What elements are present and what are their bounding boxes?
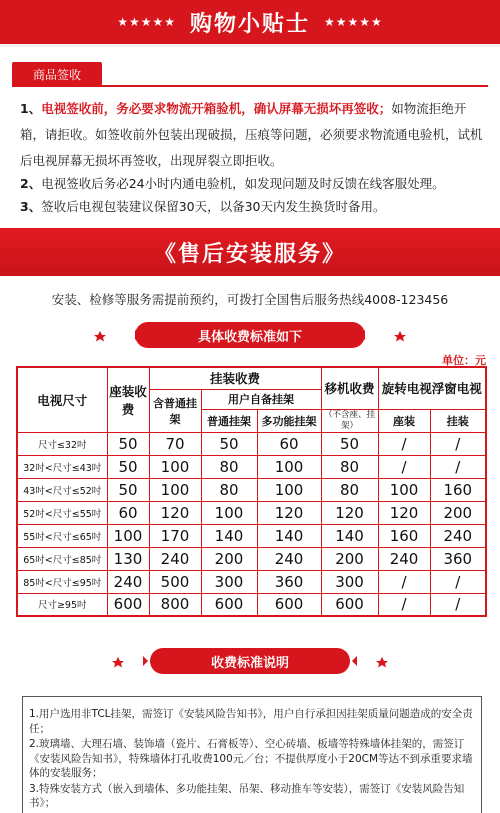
item-number: 2、: [20, 176, 42, 191]
header-wall: 挂装收费: [149, 367, 321, 389]
row-move: 80: [321, 455, 378, 478]
sign-item-3: [20, 194, 485, 220]
note-item-3: 3.特殊安装方式（嵌入到墙体、多功能挂架、吊架、移动推车等安装），需签订《安装风险告知书》；: [29, 782, 465, 809]
row-rotate-seat: 100: [378, 478, 430, 501]
sign-item-1: [20, 96, 485, 174]
row-size: 65吋<尺寸≤85吋: [17, 547, 107, 570]
row-move: 600: [321, 593, 378, 616]
fee-explanation-header: 收费标准说明: [150, 648, 350, 674]
header-rotate-seat: 座装: [378, 409, 430, 432]
row-seat: 50: [107, 478, 149, 501]
table-row: [17, 524, 486, 547]
row-multi: 360: [257, 570, 321, 593]
hotline-text: 安装、检修等服务需提前预约，可拨打全国售后服务热线4008-123456: [51, 292, 449, 307]
row-rotate-seat: 240: [378, 547, 430, 570]
header-self-multi: 多功能挂架: [257, 409, 321, 432]
header-rotate: 旋转电视浮窗电视: [378, 367, 486, 409]
row-size: 43吋<尺寸≤52吋: [17, 478, 107, 501]
row-multi: 60: [257, 432, 321, 455]
row-std: 50: [201, 432, 257, 455]
section-label-sign: 商品签收: [12, 62, 102, 86]
row-seat: 240: [107, 570, 149, 593]
row-rotate-seat: 120: [378, 501, 430, 524]
row-seat: 50: [107, 432, 149, 455]
price-table: [16, 366, 487, 617]
row-move: 120: [321, 501, 378, 524]
row-multi: 120: [257, 501, 321, 524]
table-row: [17, 432, 486, 455]
row-rotate-wall: /: [430, 570, 486, 593]
row-seat: 600: [107, 593, 149, 616]
table-row: [17, 547, 486, 570]
row-rotate-wall: /: [430, 593, 486, 616]
header-move-note: （不含座、挂架）: [321, 409, 378, 432]
sign-item-1-warning: 电视签收前，务必要求物流开箱验机，确认屏幕无损坏再签收；: [41, 101, 392, 116]
row-wall: 100: [149, 455, 201, 478]
page-title: 购物小贴士: [189, 11, 310, 37]
row-multi: 100: [257, 478, 321, 501]
row-wall: 240: [149, 547, 201, 570]
row-std: 80: [201, 455, 257, 478]
row-wall: 70: [149, 432, 201, 455]
unit-label: 单位：元: [442, 354, 486, 367]
pill-decoration-right-icon: [360, 322, 420, 348]
header-wall-standard: 含普通挂架: [149, 389, 201, 432]
table-row: [17, 570, 486, 593]
note-item-1: 1.用户选用非TCL挂架，需签订《安装风险告知书》，用户自行承担因挂架质量问题造成的安全责任；: [29, 708, 473, 735]
top-banner: [0, 0, 500, 44]
row-size: 55吋<尺寸≤65吋: [17, 524, 107, 547]
row-wall: 500: [149, 570, 201, 593]
table-row: [17, 501, 486, 524]
row-move: 200: [321, 547, 378, 570]
sign-item-2-text: 电视签收后务必24小时内通电验机，如发现问题及时反馈在线客服处理。: [41, 176, 445, 191]
row-std: 300: [201, 570, 257, 593]
pill-decoration-left-icon: [100, 648, 148, 674]
header-self-standard: 普通挂架: [201, 409, 257, 432]
row-move: 80: [321, 478, 378, 501]
row-size: 尺寸≥95吋: [17, 593, 107, 616]
row-multi: 600: [257, 593, 321, 616]
pill-decoration-right-icon: [352, 648, 400, 674]
row-std: 100: [201, 501, 257, 524]
service-banner-title: 《售后安装服务》: [153, 241, 346, 267]
sign-item-3-text: 签收后电视包装建议保留30天，以备30天内发生换货时备用。: [41, 199, 386, 214]
row-rotate-wall: 360: [430, 547, 486, 570]
table-row: [17, 593, 486, 616]
row-multi: 100: [257, 455, 321, 478]
stars-right-decoration: ★★★★★: [324, 15, 383, 29]
row-seat: 130: [107, 547, 149, 570]
item-number: 3、: [20, 199, 42, 214]
row-rotate-wall: /: [430, 432, 486, 455]
row-rotate-seat: /: [378, 432, 430, 455]
item-number: 1、: [20, 101, 42, 116]
service-banner: [0, 228, 500, 276]
row-size: 32吋<尺寸≤43吋: [17, 455, 107, 478]
row-rotate-seat: /: [378, 593, 430, 616]
header-move: [321, 367, 378, 409]
row-multi: 240: [257, 547, 321, 570]
row-move: 300: [321, 570, 378, 593]
fee-standard-header: 具体收费标准如下: [135, 322, 365, 348]
divider: [0, 44, 500, 47]
header-seat: 座装收费: [107, 367, 149, 432]
row-std: 600: [201, 593, 257, 616]
row-rotate-seat: /: [378, 455, 430, 478]
row-rotate-seat: /: [378, 570, 430, 593]
row-move: 50: [321, 432, 378, 455]
sign-item-1-text: 如物流拒绝开箱，请拒收。如签收前外包装出现破损，压痕等问题，必须要求物流通电验机，试机后电视屏幕无损坏再签收，出现屏裂立即拒收。: [20, 101, 483, 168]
row-rotate-seat: 160: [378, 524, 430, 547]
row-seat: 100: [107, 524, 149, 547]
header-rotate-wall: 挂装: [430, 409, 486, 432]
pill-decoration-left-icon: [80, 322, 140, 348]
row-std: 80: [201, 478, 257, 501]
header-self-bracket: 用户自备挂架: [201, 389, 321, 409]
table-row: [17, 455, 486, 478]
row-multi: 140: [257, 524, 321, 547]
table-row: [17, 478, 486, 501]
fee-notes-box: [22, 696, 482, 813]
row-size: 尺寸≤32吋: [17, 432, 107, 455]
row-size: 52吋<尺寸≤55吋: [17, 501, 107, 524]
row-std: 140: [201, 524, 257, 547]
row-seat: 50: [107, 455, 149, 478]
row-rotate-wall: 160: [430, 478, 486, 501]
row-wall: 800: [149, 593, 201, 616]
row-move: 140: [321, 524, 378, 547]
note-item-2: 2.玻璃墙、大理石墙、装饰墙（瓷片、石膏板等）、空心砖墙、板墙等特殊墙体挂架的，需签订《安装风险告知书》，特殊墙体打孔收费100元／台；不提供厚度小于20CM等达不到承重要求墙体的安装服务；: [29, 738, 473, 779]
header-size: 电视尺寸: [17, 367, 107, 432]
row-rotate-wall: 200: [430, 501, 486, 524]
stars-left-decoration: ★★★★★: [117, 15, 176, 29]
row-wall: 100: [149, 478, 201, 501]
row-seat: 60: [107, 501, 149, 524]
row-std: 200: [201, 547, 257, 570]
row-wall: 170: [149, 524, 201, 547]
row-size: 85吋<尺寸≤95吋: [17, 570, 107, 593]
row-rotate-wall: 240: [430, 524, 486, 547]
header-move-label: 移机收费: [324, 381, 375, 397]
section-rule: [12, 85, 488, 87]
row-wall: 120: [149, 501, 201, 524]
row-rotate-wall: /: [430, 455, 486, 478]
